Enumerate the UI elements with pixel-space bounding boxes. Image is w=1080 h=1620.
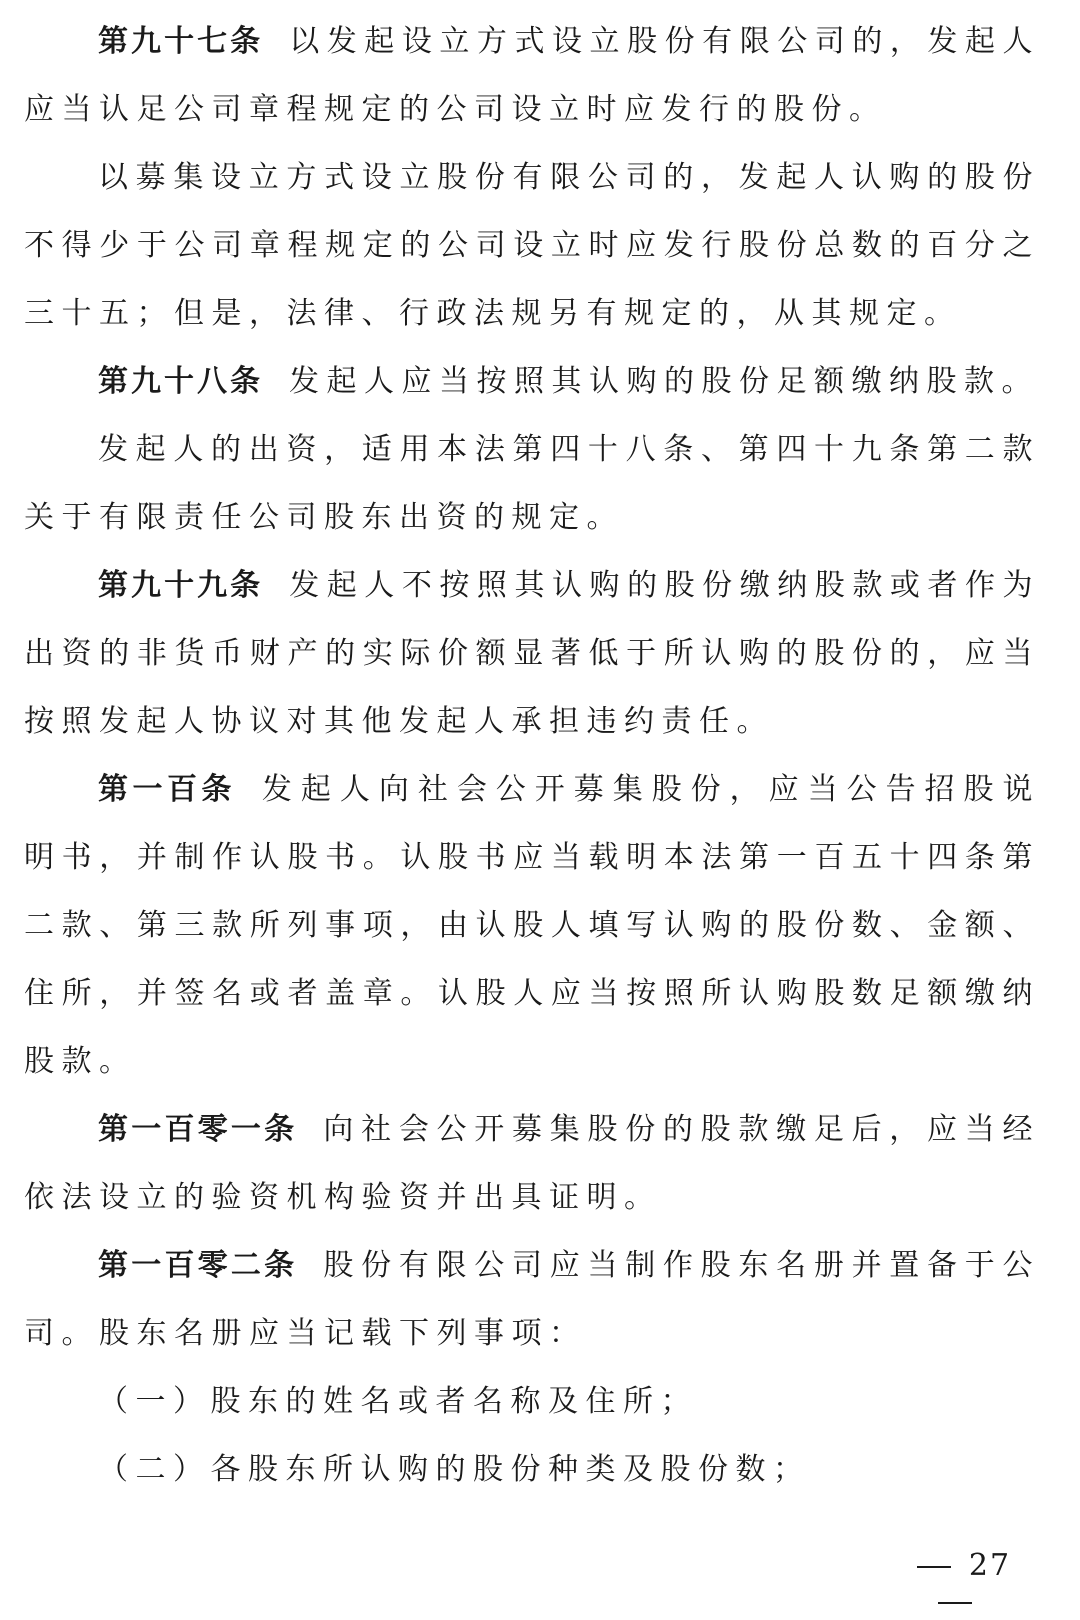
paragraph-article-99 (24, 552, 1040, 756)
article-number: 第一百条 (98, 772, 236, 807)
article-number: 第一百零二条 (98, 1248, 298, 1283)
paragraph-text: 发起人向社会公开募集股份，应当公告招股说明书，并制作认股书。认股书应当载明本法第一百五十四条第二款、第三款所列事项，由认股人填写认购的股份数、金额、住所，并签名或者盖章。认股人应当按照所认购股数足额缴纳股款。 (24, 772, 1041, 1079)
paragraph-text: 向社会公开募集股份的股款缴足后，应当经依法设立的验资机构验资并出具证明。 (24, 1112, 1040, 1215)
paragraph-article-102 (24, 1232, 1040, 1368)
list-item-2 (24, 1436, 1040, 1504)
paragraph-text: 以发起设立方式设立股份有限公司的，发起人应当认足公司章程规定的公司设立时应发行的股份。 (24, 24, 1041, 127)
article-number: 第一百零一条 (98, 1112, 298, 1147)
paragraph-article-97 (24, 8, 1040, 144)
dash-left (917, 1566, 951, 1568)
list-item-1 (24, 1368, 1040, 1436)
article-number: 第九十八条 (98, 364, 263, 399)
article-number: 第九十九条 (98, 568, 264, 603)
page-number-footer (870, 1548, 1040, 1620)
paragraph-text: 股份有限公司应当制作股东名册并置备于公司。股东名册应当记载下列事项： (24, 1248, 1040, 1351)
page-number: 27 (968, 1548, 1012, 1583)
document-body (24, 8, 1040, 1504)
list-item-text: （二）各股东所认购的股份种类及股份数； (98, 1452, 811, 1487)
paragraph-article-97-clause-2 (24, 144, 1040, 348)
list-item-text: （一）股东的姓名或者名称及住所； (98, 1384, 698, 1419)
paragraph-text: 发起人的出资，适用本法第四十八条、第四十九条第二款关于有限责任公司股东出资的规定。 (24, 432, 1040, 535)
dash-right (938, 1602, 972, 1604)
paragraph-text: 发起人不按照其认购的股份缴纳股款或者作为出资的非货币财产的实际价额显著低于所认购的股份的，应当按照发起人协议对其他发起人承担违约责任。 (24, 568, 1041, 739)
paragraph-article-100 (24, 756, 1040, 1096)
paragraph-text: 以募集设立方式设立股份有限公司的，发起人认购的股份不得少于公司章程规定的公司设立时应发行股份总数的百分之三十五；但是，法律、行政法规另有规定的，从其规定。 (24, 160, 1040, 331)
paragraph-article-101 (24, 1096, 1040, 1232)
paragraph-article-98-clause-2 (24, 416, 1040, 552)
paragraph-article-98 (24, 348, 1040, 416)
article-number: 第九十七条 (98, 24, 264, 59)
paragraph-text: 发起人应当按照其认购的股份足额缴纳股款。 (289, 364, 1039, 399)
